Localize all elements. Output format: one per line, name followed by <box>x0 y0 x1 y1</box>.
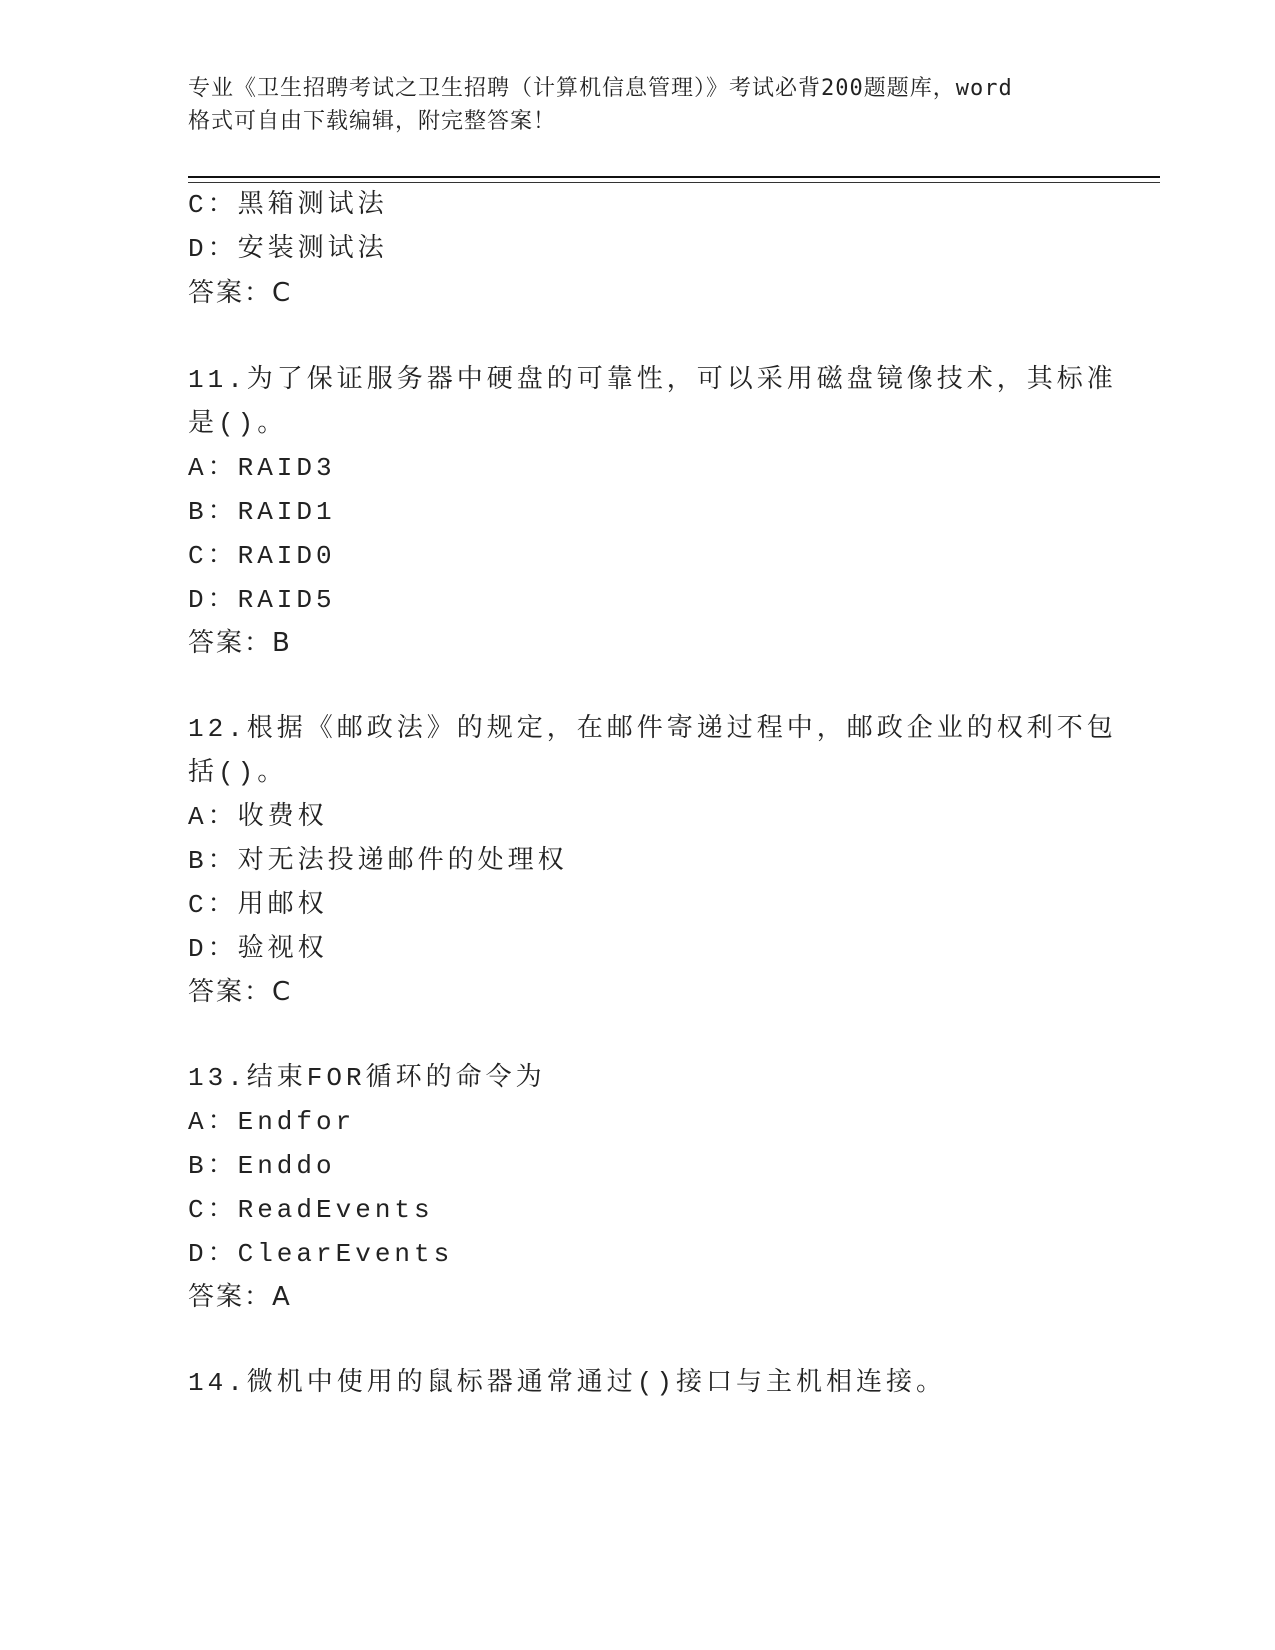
option-d: D：ClearEvents <box>188 1239 454 1269</box>
question-stem-cont: 是()。 <box>188 409 288 439</box>
question-stem: 12.根据《邮政法》的规定，在邮件寄递过程中，邮政企业的权利不包 <box>188 714 1117 744</box>
answer: 答案：A <box>188 1282 292 1312</box>
option-d: D：RAID5 <box>188 585 336 615</box>
option-c: C：RAID0 <box>188 541 336 571</box>
answer: 答案：C <box>188 278 293 308</box>
question-stem-cont: 括()。 <box>188 758 288 788</box>
option-c: C：用邮权 <box>188 890 328 920</box>
answer: 答案：C <box>188 977 293 1007</box>
option-d: D：验视权 <box>188 934 328 964</box>
header-divider-thin <box>188 182 1160 183</box>
header-line-1: 专业《卫生招聘考试之卫生招聘（计算机信息管理）》考试必背200题题库，word <box>188 76 1013 101</box>
document-header <box>188 72 1088 138</box>
option-b: B：对无法投递邮件的处理权 <box>188 846 568 876</box>
question-stem: 13.结束FOR循环的命令为 <box>188 1063 546 1093</box>
option-b: B：RAID1 <box>188 497 336 527</box>
header-divider-thick <box>188 176 1160 178</box>
option-a: A：Endfor <box>188 1107 356 1137</box>
option-c: C：ReadEvents <box>188 1195 434 1225</box>
option-a: A：收费权 <box>188 802 328 832</box>
question-stem: 11.为了保证服务器中硬盘的可靠性，可以采用磁盘镜像技术，其标准 <box>188 365 1117 395</box>
option-d: D：安装测试法 <box>188 234 388 264</box>
option-b: B：Enddo <box>188 1151 336 1181</box>
option-c: C：黑箱测试法 <box>188 190 388 220</box>
question-stem: 14.微机中使用的鼠标器通常通过()接口与主机相连接。 <box>188 1368 947 1398</box>
option-a: A：RAID3 <box>188 453 336 483</box>
answer: 答案：B <box>188 628 292 658</box>
header-line-2: 格式可自由下载编辑，附完整答案！ <box>188 109 557 134</box>
